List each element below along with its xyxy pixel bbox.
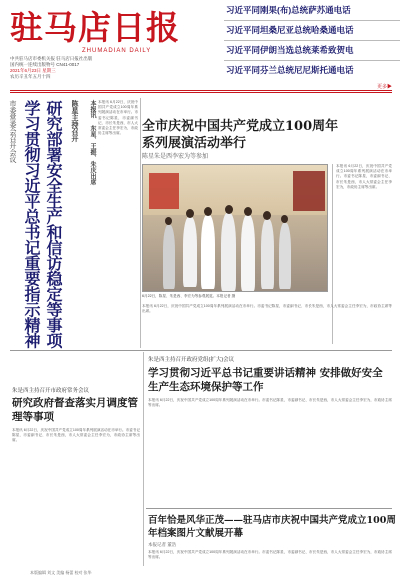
masthead-pinyin: ZHUMADIAN DAILY xyxy=(82,48,152,54)
top-headline-link[interactable]: 习近平同坦桑尼亚总统哈桑通电话 xyxy=(226,25,354,35)
top-headline-link[interactable]: 习近平同刚果(布)总统萨苏通电话 xyxy=(226,5,351,15)
second-story-headline[interactable]: 学习贯彻习近平总书记重要讲话精神 安排做好安全生产生态环境保护等工作 xyxy=(148,367,383,393)
main-story-body-continued: 本报讯 6月22日，庆祝中国共产党成立100周年系列展演活动在市举行。市委书记陈星，市委副书记、市长朱是西，市人大常委会主任李宏为，市政协主席等出席。 xyxy=(142,304,392,314)
divider xyxy=(224,40,400,41)
masthead-rule xyxy=(10,92,392,93)
main-story-photo xyxy=(142,164,328,292)
main-story-headline[interactable]: 全市庆祝中国共产党成立100周年系列展演活动举行 xyxy=(142,119,339,151)
issue-date: 2021年6月23日 星期三 xyxy=(10,68,56,73)
photo-caption: 6月22日，陈星、朱是西、李宏为等参观展览。本报记者 摄 xyxy=(142,294,236,298)
masthead-title: 驻马店日报 xyxy=(10,8,180,47)
main-story-body: 本报讯 6月22日，庆祝中国共产党成立100周年系列展演活动在市举行。市委书记陈星，市委副书记、市长朱是西，市人大常委会主任李宏为，市政协主席等出席。 xyxy=(336,164,392,189)
second-story-kicker: 朱是西主持召开政府党组(扩大)会议 xyxy=(148,357,235,363)
photo-person xyxy=(201,215,215,289)
divider xyxy=(224,60,400,61)
bottom-story-headline[interactable]: 百年恰是风华正茂——驻马店市庆祝中国共产党成立100周年档案图片文献展开幕 xyxy=(148,515,396,539)
left-story-body: 本报讯 6月22日，庆祝中国共产党成立100周年系列展演活动在市举行。市委书记陈星，市委副书记、市长朱是西，市人大常委会主任李宏为，市政协主席等出席。 xyxy=(12,428,140,443)
divider xyxy=(224,20,400,21)
photo-person-head xyxy=(225,205,233,214)
issue-line: 国内统一连续出版物号 CN41-0017 xyxy=(10,62,80,67)
column-divider xyxy=(143,352,144,566)
vertical-kicker: 市委常委会召开会议 xyxy=(9,100,17,163)
second-story-body: 本报讯 6月22日，庆祝中国共产党成立100周年系列展演活动在市举行。市委书记陈星，市委副书记、市长朱是西，市人大常委会主任李宏为，市政协主席等出席。 xyxy=(148,398,392,408)
photo-person xyxy=(241,215,255,291)
photo-person-head xyxy=(165,217,172,225)
vertical-headline-primary[interactable]: 研究部署安全生产和信访稳定等事项 xyxy=(44,100,63,348)
photo-person xyxy=(261,219,274,289)
left-story-headline[interactable]: 研究政府督查落实月调度管理等事项 xyxy=(12,397,138,423)
page-footer: 本版编辑 刘文 美编 杨蕾 校对 张华 xyxy=(30,570,92,575)
photo-person xyxy=(163,225,175,289)
bottom-story-byline: 本报记者 董浩 xyxy=(148,542,177,547)
photo-person xyxy=(221,213,236,291)
section-divider xyxy=(146,508,392,509)
photo-person-head xyxy=(204,207,212,216)
column-divider xyxy=(140,98,141,348)
section-divider xyxy=(10,350,392,351)
top-headline-link[interactable]: 习近平同伊朗当选总统莱希致贺电 xyxy=(226,45,354,55)
top-headlines-box xyxy=(216,0,402,92)
bottom-story-body: 本报讯 6月22日，庆祝中国共产党成立100周年系列展演活动在市举行。市委书记陈星，市委副书记、市长朱是西，市人大常委会主任李宏为，市政协主席等出席。 xyxy=(148,550,392,560)
photo-person-head xyxy=(186,209,194,218)
photo-person-head xyxy=(263,211,271,220)
vertical-headline-secondary[interactable]: 学习贯彻习近平总书记重要指示精神 xyxy=(22,100,41,348)
left-story-kicker: 朱是西主持召开市政府常务会议 xyxy=(12,388,90,394)
vertical-side-note: 本报讯 东星、王振、朱庆出席 xyxy=(89,100,96,185)
photo-exhibit-board xyxy=(293,171,325,211)
top-headline-link[interactable]: 习近平同芬兰总统尼尼斯托通电话 xyxy=(226,65,354,75)
vertical-kicker-host: 陈星主持召开 xyxy=(71,100,80,142)
photo-exhibit-board xyxy=(149,173,179,209)
photo-person xyxy=(183,217,197,287)
issue-line: 中共驻马店市委机关报 驻马店日报社出版 xyxy=(10,56,93,61)
lead-story-body: 本报讯 6月22日，庆祝中国共产党成立100周年系列展演活动在市举行。市委书记陈星，市委副书记、市长朱是西，市人大常委会主任李宏为，市政协主席等出席。 xyxy=(98,100,138,136)
masthead-rule xyxy=(10,90,392,91)
more-link[interactable]: 更多▶ xyxy=(376,84,392,90)
photo-person-head xyxy=(244,207,252,216)
main-story-subline: 陈星朱是西李宏为等参加 xyxy=(142,154,209,160)
photo-person-head xyxy=(281,215,288,223)
photo-person xyxy=(279,223,291,289)
issue-lunar-date: 农历辛丑年五月十四 xyxy=(10,74,51,79)
